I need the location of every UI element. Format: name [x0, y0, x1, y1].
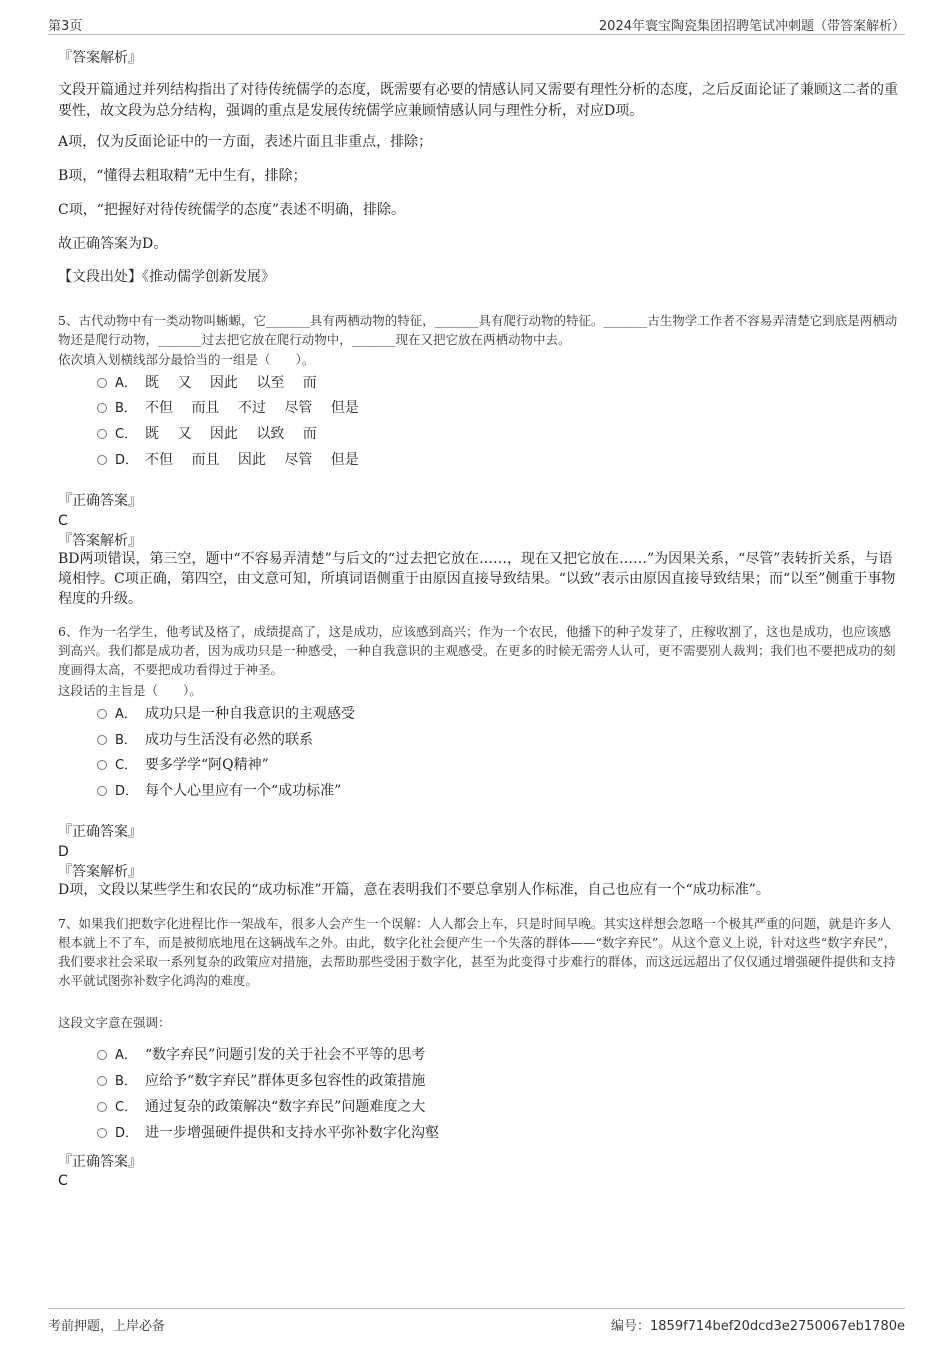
q7-option-d[interactable]: D． 进一步增强硬件提供和支持水平弥补数字化沟壑 [97, 1123, 797, 1144]
q7-option-b[interactable]: B． 应给予“数字弃民”群体更多包容性的政策措施 [97, 1071, 797, 1092]
page-number: 第3页 [48, 19, 83, 34]
q4-source: 【文段出处】《推动儒学创新发展》 [58, 269, 275, 285]
q6-option-c[interactable]: C． 要多学学“阿Q精神” [97, 755, 797, 776]
q5-analysis-label: 『答案解析』 [58, 533, 142, 549]
radio-icon[interactable] [97, 709, 107, 719]
q7-answer-label: 『正确答案』 [58, 1154, 142, 1170]
q5-option-b[interactable]: B． 不但 而且 不过 尽管 但是 [97, 398, 797, 419]
q7-prompt: 这段文字意在强调： [58, 1015, 171, 1030]
q7-stem: 7、如果我们把数字化进程比作一架战车，很多人会产生一个误解：人人都会上车，只是时间早晚。其实这样想会忽略一个极其严重的问题，就是许多人根本就上不了车，而是被彻底地甩在这辆战车之外。由此，数字化社会便产生一个失落的群体——“数字弃民”。从这个意义上说，针对这些“数字弃民”，我们要求社会采取一系列复杂的政策应对措施，去帮助那些受困于数字化，甚至为此变得寸步难行的群体，而这远远超出了仅仅通过增强硬件提供和支持水平就试图弥补数字化鸿沟的难度。 [58, 916, 897, 988]
q5-option-a[interactable]: A． 既 又 因此 以至 而 [97, 373, 797, 394]
radio-icon[interactable] [97, 1050, 107, 1060]
q6-prompt: 这段话的主旨是（ ）。 [58, 683, 202, 698]
page-footer [48, 1308, 905, 1337]
q6-option-a[interactable]: A． 成功只是一种自我意识的主观感受 [97, 704, 797, 725]
radio-icon[interactable] [97, 1102, 107, 1112]
q5-option-c[interactable]: C． 既 又 因此 以致 而 [97, 424, 797, 445]
q5-answer-label: 『正确答案』 [58, 493, 142, 509]
radio-icon[interactable] [97, 378, 107, 388]
document-title: 2024年寰宝陶瓷集团招聘笔试冲刺题（带答案解析） [598, 19, 905, 34]
footer-serial: 编号：1859f714bef20dcd3e2750067eb1780e [611, 1319, 905, 1334]
page-header [48, 14, 905, 35]
q6-answer: D [58, 844, 69, 860]
radio-icon[interactable] [97, 735, 107, 745]
q4-analysis-paragraph: 文段开篇通过并列结构指出了对待传统儒学的态度，既需要有必要的情感认同又需要有理性分析的态度，之后反面论证了兼顾这二者的重要性，故文段为总分结构，强调的重点是发展传统儒学应兼顾情感认同与理性分析，对应D项。 [58, 82, 898, 119]
q7-answer: C [58, 1173, 68, 1189]
q5-stem: 5、古代动物中有一类动物叫蜥螈，它_______具有两栖动物的特征，_______具有爬行动物的特征。_______古生物学工作者不容易弄清楚它到底是两栖动物还是爬行动物，_______过去把它放在爬行动物中，_______现在又把它放在两栖动物中去。 [58, 313, 898, 347]
radio-icon[interactable] [97, 403, 107, 413]
radio-icon[interactable] [97, 455, 107, 465]
q4-analysis-b: B项，“懂得去粗取精”无中生有，排除； [58, 168, 307, 184]
q6-option-b[interactable]: B． 成功与生活没有必然的联系 [97, 730, 797, 751]
radio-icon[interactable] [97, 1076, 107, 1086]
footer-slogan: 考前押题，上岸必备 [48, 1319, 166, 1334]
q6-analysis-label: 『答案解析』 [58, 864, 142, 880]
q6-analysis: D项，文段以某些学生和农民的“成功标准”开篇，意在表明我们不要总拿别人作标准，自己也应有一个“成功标准”。 [58, 882, 770, 898]
radio-icon[interactable] [97, 1128, 107, 1138]
q6-option-d[interactable]: D． 每个人心里应有一个“成功标准” [97, 781, 797, 802]
q7-option-c[interactable]: C． 通过复杂的政策解决“数字弃民”问题难度之大 [97, 1097, 797, 1118]
q4-analysis-label: 『答案解析』 [58, 50, 142, 66]
q5-analysis: BD两项错误，第三空，题中“不容易弄清楚”与后文的“过去把它放在……，现在又把它放在……”为因果关系，“尽管”表转折关系，与语境相悖。C项正确，第四空，由文意可知，所填词语侧重于由原因直接导致结果。“以致”表示由原因直接导致结果；而“以至”侧重于事物程度的升级。 [58, 551, 896, 607]
q5-option-d[interactable]: D． 不但 而且 因此 尽管 但是 [97, 450, 797, 471]
q7-option-a[interactable]: A． “数字弃民”问题引发的关于社会不平等的思考 [97, 1045, 797, 1066]
radio-icon[interactable] [97, 786, 107, 796]
q5-prompt: 依次填入划横线部分最恰当的一组是（ ）。 [58, 352, 315, 367]
q6-answer-label: 『正确答案』 [58, 824, 142, 840]
q4-analysis-c: C项，“把握好对待传统儒学的态度”表述不明确，排除。 [58, 202, 406, 218]
q6-stem: 6、作为一名学生，他考试及格了，成绩提高了，这是成功，应该感到高兴；作为一个农民，他播下的种子发芽了，庄稼收割了，这也是成功，也应该感到高兴。我们都是成功者，因为成功只是一种感受，一种自我意识的主观感受。在更多的时候无需旁人认可，更不需要别人裁判；我们也不要把成功的刻度画得太高，不要把成功看得过于神圣。 [58, 624, 896, 677]
q4-analysis-conclusion: 故正确答案为D。 [58, 236, 168, 252]
q4-analysis-a: A项，仅为反面论证中的一方面，表述片面且非重点，排除； [58, 134, 433, 150]
radio-icon[interactable] [97, 429, 107, 439]
radio-icon[interactable] [97, 760, 107, 770]
q5-answer: C [58, 513, 68, 529]
